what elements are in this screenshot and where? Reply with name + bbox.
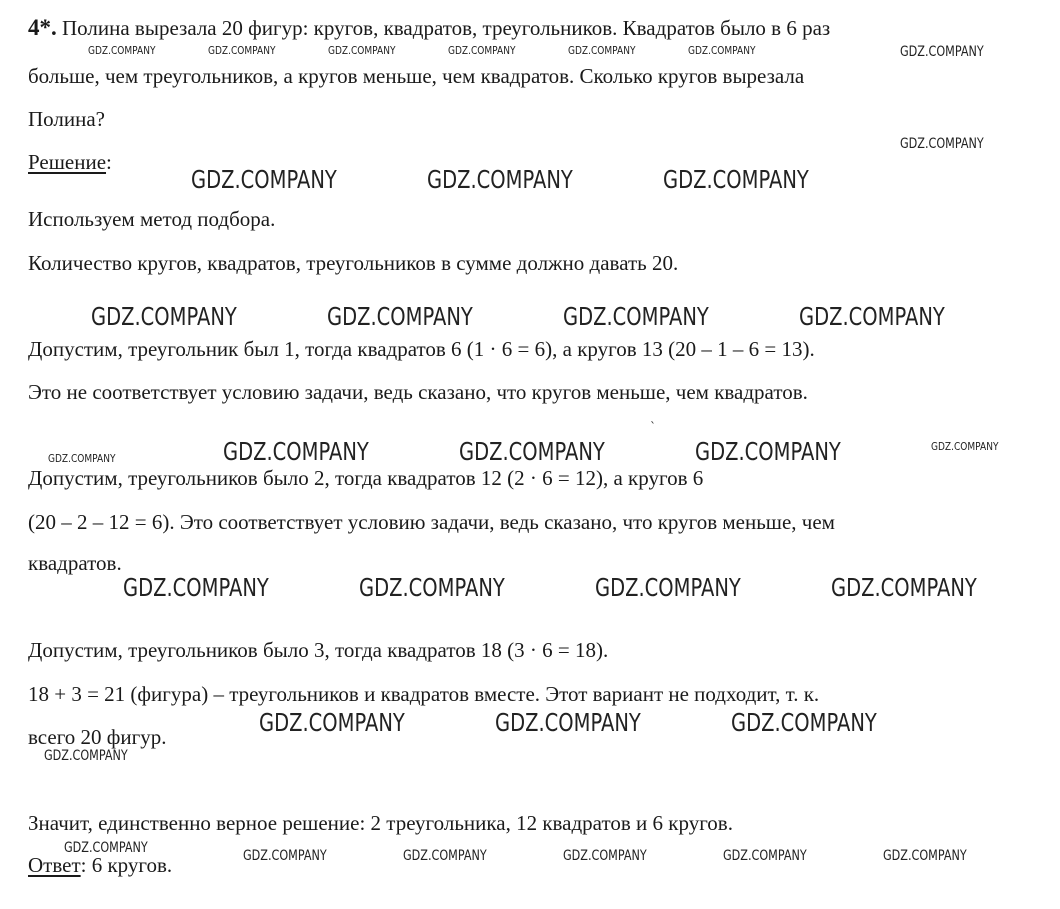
solution-line: Используем метод подбора.	[28, 207, 276, 231]
watermark: GDZ.COMPANY	[123, 573, 269, 602]
watermark: GDZ.COMPANY	[91, 302, 237, 331]
watermark: GDZ.COMPANY	[831, 573, 977, 602]
watermark: GDZ.COMPANY	[191, 165, 337, 194]
watermark: GDZ.COMPANY	[243, 848, 327, 864]
watermark: GDZ.COMPANY	[403, 848, 487, 864]
watermark: GDZ.COMPANY	[595, 573, 741, 602]
solution-line: Допустим, треугольник был 1, тогда квадратов 6 (1 · 6 = 6), а кругов 13 (20 – 1 – 6 = 13).	[28, 337, 815, 361]
watermark: GDZ.COMPANY	[695, 437, 841, 466]
solution-line: Значит, единственно верное решение: 2 треугольника, 12 квадратов и 6 кругов.	[28, 811, 733, 835]
solution-line: квадратов.	[28, 551, 122, 575]
solution-line: Допустим, треугольников было 2, тогда квадратов 12 (2 · 6 = 12), а кругов 6	[28, 466, 704, 490]
task-number: 4*.	[28, 15, 57, 40]
solution-line: (20 – 2 – 12 = 6). Это соответствует условию задачи, ведь сказано, что кругов меньше, чем	[28, 510, 835, 534]
watermark: GDZ.COMPANY	[208, 44, 276, 57]
watermark: GDZ.COMPANY	[328, 44, 396, 57]
watermark: GDZ.COMPANY	[64, 840, 148, 856]
solution-heading-label: Решение	[28, 150, 107, 174]
watermark: GDZ.COMPANY	[44, 748, 128, 764]
watermark: GDZ.COMPANY	[731, 708, 877, 737]
stray-mark: ˋ	[650, 420, 656, 434]
watermark: GDZ.COMPANY	[427, 165, 573, 194]
answer-text: : 6 кругов.	[80, 853, 173, 877]
watermark: GDZ.COMPANY	[495, 708, 641, 737]
task-text-1: Полина вырезала 20 фигур: кругов, квадратов, треугольников. Квадратов было в 6 раз	[62, 16, 831, 40]
solution-line: Количество кругов, квадратов, треугольников в сумме должно давать 20.	[28, 251, 679, 275]
watermark: GDZ.COMPANY	[327, 302, 473, 331]
answer-line	[28, 853, 172, 877]
solution-heading	[28, 150, 112, 174]
watermark: GDZ.COMPANY	[459, 437, 605, 466]
watermark: GDZ.COMPANY	[883, 848, 967, 864]
watermark: GDZ.COMPANY	[88, 44, 156, 57]
watermark: GDZ.COMPANY	[900, 44, 984, 60]
watermark: GDZ.COMPANY	[259, 708, 405, 737]
watermark: GDZ.COMPANY	[663, 165, 809, 194]
watermark: GDZ.COMPANY	[563, 848, 647, 864]
watermark: GDZ.COMPANY	[931, 440, 999, 453]
watermark: GDZ.COMPANY	[563, 302, 709, 331]
watermark: GDZ.COMPANY	[900, 136, 984, 152]
solution-heading-colon: :	[106, 150, 112, 174]
answer-label: Ответ	[28, 853, 81, 877]
task-line-3: Полина?	[28, 107, 105, 131]
watermark: GDZ.COMPANY	[359, 573, 505, 602]
solution-line: Допустим, треугольников было 3, тогда квадратов 18 (3 · 6 = 18).	[28, 638, 609, 662]
watermark: GDZ.COMPANY	[799, 302, 945, 331]
watermark: GDZ.COMPANY	[48, 452, 116, 465]
solution-line: 18 + 3 = 21 (фигура) – треугольников и квадратов вместе. Этот вариант не подходит, т. к.	[28, 682, 820, 706]
solution-line: всего 20 фигур.	[28, 725, 167, 749]
watermark: GDZ.COMPANY	[568, 44, 636, 57]
watermark: GDZ.COMPANY	[723, 848, 807, 864]
watermark: GDZ.COMPANY	[688, 44, 756, 57]
watermark: GDZ.COMPANY	[448, 44, 516, 57]
task-line-1	[28, 16, 830, 40]
watermark: GDZ.COMPANY	[223, 437, 369, 466]
solution-line: Это не соответствует условию задачи, ведь сказано, что кругов меньше, чем квадратов.	[28, 380, 808, 404]
task-line-2: больше, чем треугольников, а кругов меньше, чем квадратов. Сколько кругов вырезала	[28, 64, 805, 88]
